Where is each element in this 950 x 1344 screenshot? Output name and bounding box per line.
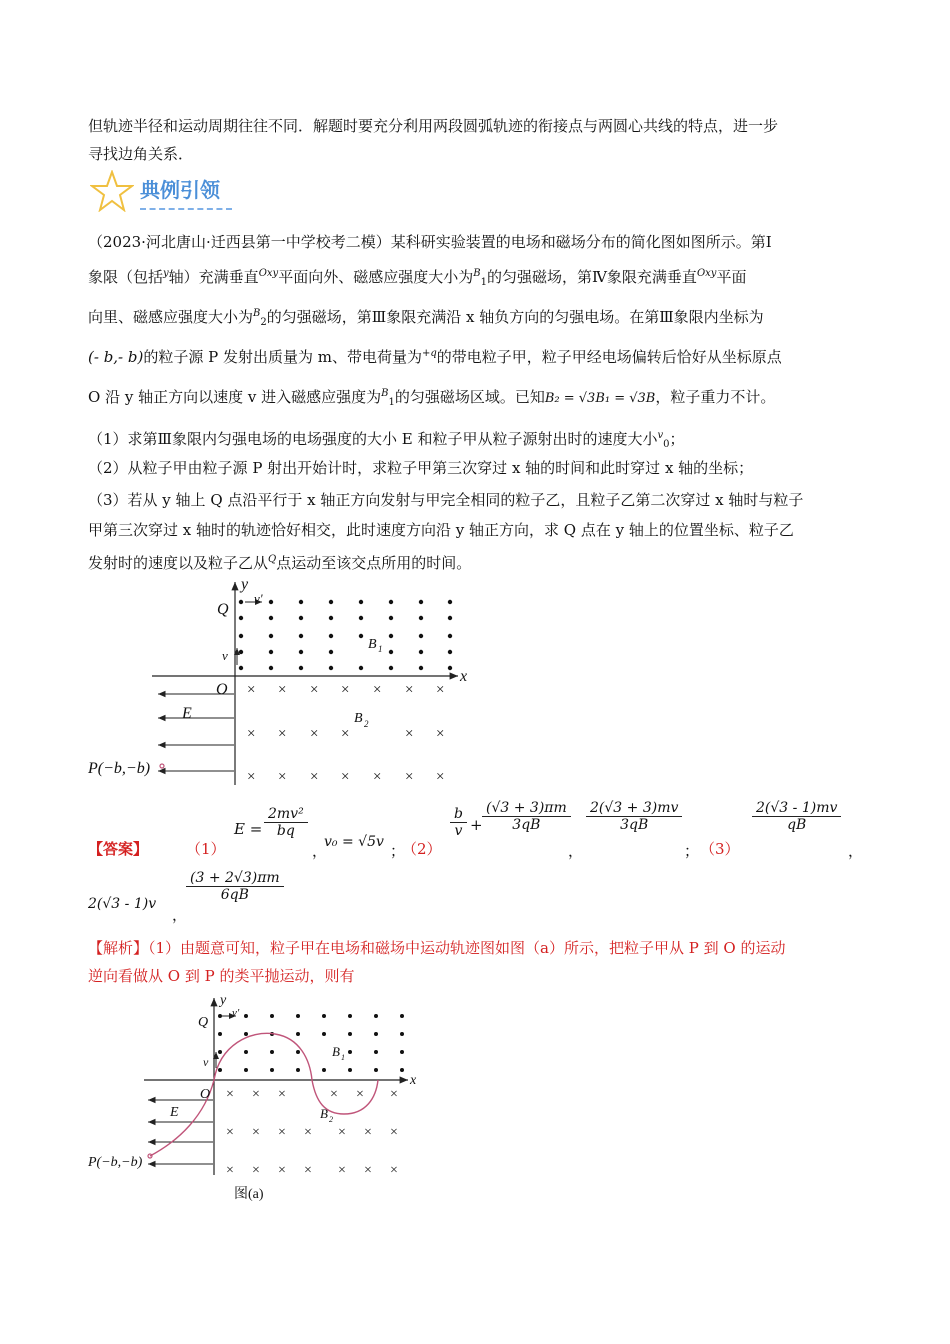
svg-text:×: × [436, 769, 445, 785]
svg-text:×: × [405, 682, 414, 698]
fig1-e-label: E [182, 705, 192, 722]
plus-sign: + [470, 816, 483, 834]
analysis-line-2: 逆向看做从 O 到 P 的类平抛运动，则有 [88, 967, 355, 985]
svg-text:×: × [278, 1087, 286, 1102]
fig2-vprime-label: v' [232, 1007, 240, 1019]
svg-text:×: × [390, 1087, 398, 1102]
svg-text:×: × [341, 769, 350, 785]
svg-text:×: × [338, 1125, 346, 1140]
svg-text:×: × [341, 682, 350, 698]
problem-line-4: (- b,- b)的粒子源 P 发射出质量为 m、带电荷量为$^{+q}$的带电粒子甲，粒子甲经电场偏转后恰好从坐标原点 [88, 348, 782, 366]
svg-text:×: × [310, 682, 319, 698]
fig1-x-label: x [460, 668, 468, 685]
fig2-q-label: Q [198, 1015, 209, 1030]
svg-text:×: × [330, 1087, 338, 1102]
fig1-b1-label: B [368, 637, 377, 652]
svg-text:×: × [304, 1125, 312, 1140]
question-3-line-3: 发射时的速度以及粒子乙从$^Q$点运动至该交点所用的时间。 [88, 554, 472, 572]
fig1-b1-sub: 1 [378, 644, 383, 654]
fig2-caption: 图(a) [234, 1187, 264, 1202]
particle-source [160, 764, 164, 768]
fig2-b1-label: B [332, 1044, 340, 1059]
figure-a [0, 990, 950, 1210]
svg-text:×: × [364, 1125, 372, 1140]
t3-fraction: $\frac{(3 + 2√3)\pi m}{6qB}$ [186, 870, 284, 903]
svg-text:×: × [247, 769, 256, 785]
comma-3: ， [848, 842, 864, 860]
svg-text:×: × [247, 682, 256, 698]
question-3-line-2: 甲第三次穿过 x 轴时的轨迹恰好相交，此时速度方向沿 y 轴正方向，求 Q 点在 y 轴上的位置坐标、粒子乙 [88, 521, 794, 539]
fig2-e-label: E [170, 1105, 179, 1120]
fig2-b1-sub: 1 [341, 1053, 345, 1062]
problem-line-1: （2023·河北唐山·迁西县第一中学校考二模）某科研实验装置的电场和磁场分布的简化图如图所示。第Ⅰ [88, 233, 772, 251]
semicolon-2: ； [684, 842, 700, 860]
fig1-b2-sub: 2 [364, 719, 369, 729]
svg-text:×: × [278, 769, 287, 785]
answer-block [88, 800, 868, 924]
comma-4: ， [172, 906, 188, 924]
b2-field-crosses [247, 682, 444, 785]
svg-text:×: × [373, 769, 382, 785]
svg-text:×: × [390, 1125, 398, 1140]
fig2-p-label: P(−b,−b) [88, 1155, 143, 1170]
fig1-y-label: y [241, 576, 249, 593]
answer-part-1: （1） [186, 840, 226, 858]
section-title: 典例引领 [140, 178, 220, 202]
intro-line-1: 但轨迹半径和运动周期往往不同．解题时要充分利用两段圆弧轨迹的衔接点与两圆心共线的特点，进一步 [88, 117, 779, 135]
answer-part-2: （2） [402, 840, 442, 858]
v3-answer: 2(√3 - 1)v [88, 896, 157, 912]
fig2-x-label: x [410, 1073, 417, 1088]
electric-field-lines [158, 694, 234, 771]
problem-line-2: 象限（包括$^y$轴）充满垂直$^{Oxy}$平面向外、磁感应强度大小为$^B_1$的匀强磁场，第Ⅳ象限充满垂直$^{Oxy}$平面 [88, 268, 747, 288]
answer-part-3: （3） [700, 840, 740, 858]
b1-field-dots [239, 600, 452, 670]
svg-text:×: × [390, 1163, 398, 1178]
comma-2: ， [568, 842, 584, 860]
question-1: （1）求第Ⅲ象限内匀强电场的电场强度的大小 E 和粒子甲从粒子源射出时的速度大小$^v_0$； [88, 430, 685, 450]
b2-field-crosses [226, 1087, 398, 1178]
fig1-p-label: P(−b,−b) [88, 760, 151, 777]
x2-fraction: $\frac{2(√3 + 3)mv}{3qB}$ [586, 800, 682, 833]
svg-text:×: × [405, 726, 414, 742]
b1-field-dots [218, 1014, 404, 1072]
fig1-v-label: v [222, 648, 228, 663]
svg-text:×: × [338, 1163, 346, 1178]
svg-text:×: × [304, 1163, 312, 1178]
question-3-line-1: （3）若从 y 轴上 Q 点沿平行于 x 轴正方向发射与甲完全相同的粒子乙，且粒子乙第二次穿过 x 轴时与粒子 [88, 491, 804, 509]
svg-text:×: × [252, 1163, 260, 1178]
fig1-o-label: O [216, 681, 228, 698]
fig2-y-label: y [220, 993, 227, 1008]
problem-line-5: O 沿 y 轴正方向以速度 v 进入磁感应强度为$^B_1$的匀强磁场区域。已知B₂ = √3B₁ = √3B，粒子重力不计。 [88, 388, 776, 408]
svg-text:×: × [373, 682, 382, 698]
e-fraction: $\frac{\text{2mv²}}{bq}$ [264, 806, 308, 839]
svg-text:×: × [405, 769, 414, 785]
problem-line-3: 向里、磁感应强度大小为$^B_2$的匀强磁场，第Ⅲ象限充满沿 x 轴负方向的匀强电场。在第Ⅲ象限内坐标为 [88, 308, 764, 328]
svg-text:×: × [436, 726, 445, 742]
fig1-q-label: Q [217, 601, 229, 618]
fig2-o-label: O [200, 1087, 211, 1102]
svg-text:×: × [252, 1087, 260, 1102]
svg-text:×: × [226, 1087, 234, 1102]
svg-text:×: × [226, 1163, 234, 1178]
svg-text:×: × [226, 1125, 234, 1140]
analysis-line-1: 【解析】（1）由题意可知，粒子甲在电场和磁场中运动轨迹图如图（a）所示，把粒子甲从 P 到 O 的运动 [88, 939, 786, 957]
svg-text:×: × [356, 1087, 364, 1102]
svg-text:×: × [310, 726, 319, 742]
semicolon-1: ； [390, 842, 406, 860]
svg-text:×: × [278, 1125, 286, 1140]
svg-text:×: × [364, 1163, 372, 1178]
fig1-vprime-label: v' [254, 591, 263, 606]
svg-text:×: × [278, 1163, 286, 1178]
fig2-v-label: v [203, 1055, 209, 1069]
question-2: （2）从粒子甲由粒子源 P 射出开始计时，求粒子甲第三次穿过 x 轴的时间和此时穿过 x 轴的坐标； [88, 459, 754, 477]
electric-field-lines [148, 1100, 213, 1164]
svg-text:×: × [247, 726, 256, 742]
svg-text:×: × [252, 1125, 260, 1140]
svg-text:×: × [310, 769, 319, 785]
svg-text:×: × [278, 726, 287, 742]
answer-label: 【答案】 [88, 840, 149, 858]
svg-text:×: × [278, 682, 287, 698]
svg-text:×: × [341, 726, 350, 742]
y3-fraction: $\frac{2(√3 - 1)mv}{qB}$ [752, 800, 841, 833]
fig2-b2-sub: 2 [329, 1115, 333, 1124]
t2-second-fraction: $\frac{(√3 + 3)\pi m}{3qB}$ [482, 800, 571, 833]
t2-first-fraction: $\frac{b}{v}$ [450, 806, 467, 839]
fig2-b2-label: B [320, 1106, 328, 1121]
intro-line-2: 寻找边角关系． [88, 145, 194, 163]
v0-answer: v₀ = √5v [324, 834, 384, 850]
e-lhs: E = [234, 820, 263, 838]
fig1-b2-label: B [354, 711, 363, 726]
comma-1: ， [312, 842, 328, 860]
svg-text:×: × [436, 682, 445, 698]
